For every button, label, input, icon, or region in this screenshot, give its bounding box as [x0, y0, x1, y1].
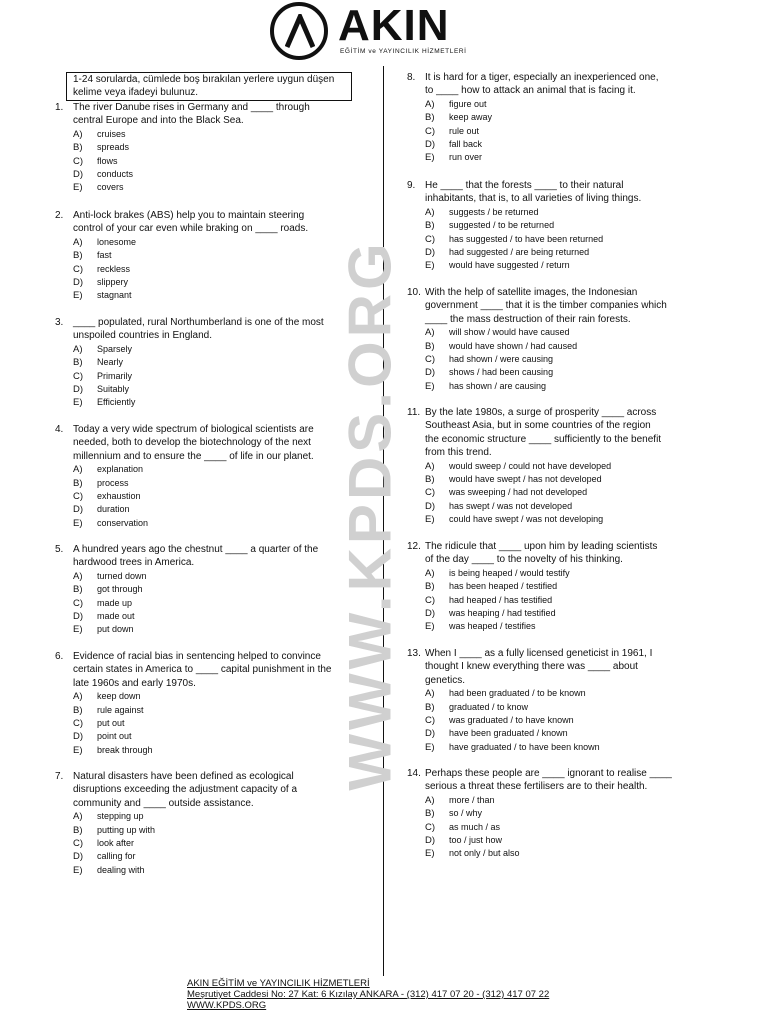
- option-letter: A): [425, 327, 435, 339]
- option-text: have graduated / to have been known: [449, 741, 600, 752]
- question-stem-line: control of your car even while braking on ____ roads.: [73, 223, 309, 235]
- option-letter: A): [73, 343, 83, 355]
- instructions-box: 1-24 sorularda, cümlede boş bırakılan yerlere uygun düşen kelime veya ifadeyi bulunuz.: [66, 72, 352, 101]
- option-letter: E): [425, 621, 435, 633]
- question-stem-line: disruptions exceeding the adjustment capacity of a: [73, 784, 298, 796]
- option-letter: E): [425, 514, 435, 526]
- option-letter: A): [73, 691, 83, 703]
- question-stem: [425, 540, 657, 567]
- option-letter: D): [73, 276, 84, 288]
- option-letter: C): [425, 821, 436, 833]
- option-letter: E): [73, 182, 83, 194]
- option-text: got through: [97, 584, 143, 595]
- option-text: Sparsely: [97, 343, 133, 354]
- option-text: has suggested / to have been returned: [449, 233, 604, 244]
- option-text: would sweep / could not have developed: [449, 460, 612, 471]
- column-divider: [383, 66, 384, 976]
- option-letter: A): [425, 688, 435, 700]
- question-stem: [73, 423, 314, 463]
- option-text: too / just how: [449, 834, 503, 845]
- option-letter: E): [73, 864, 83, 876]
- question-stem-line: hardwood trees in America.: [73, 557, 195, 569]
- question-stem: [73, 101, 310, 128]
- option-letter: D): [425, 728, 436, 740]
- question-stem: [73, 543, 318, 570]
- question-stem-line: from this trend.: [425, 447, 492, 459]
- option-letter: C): [73, 490, 84, 502]
- option-text: conservation: [97, 517, 149, 528]
- option-letter: D): [425, 138, 436, 150]
- question-stem-line: government ____ that it is the timber companies which: [425, 300, 667, 312]
- question-stem-line: A hundred years ago the chestnut ____ a quarter of the: [73, 544, 319, 555]
- option-letter: D): [425, 500, 436, 512]
- brand-name: AKIN: [338, 1, 450, 50]
- question-stem-line: millennium and to ensure the ____ of life in our planet.: [73, 450, 314, 462]
- option-letter: D): [73, 383, 84, 395]
- question-stem-line: unspoiled countries in England.: [73, 330, 212, 342]
- option-text: have been graduated / known: [449, 728, 568, 739]
- option-text: not only / but also: [449, 848, 520, 859]
- option-letter: B): [73, 477, 83, 489]
- option-letter: B): [425, 473, 435, 485]
- option-letter: E): [73, 290, 83, 302]
- option-text: rule against: [97, 704, 144, 715]
- option-letter: A): [73, 236, 83, 248]
- question-stem-line: community and ____ outside assistance.: [73, 797, 254, 809]
- option-text: put out: [97, 717, 125, 728]
- question-stem: [425, 767, 672, 794]
- option-letter: A): [73, 464, 83, 476]
- option-letter: B): [73, 142, 83, 154]
- option-text: lonesome: [97, 236, 137, 247]
- option-text: put down: [97, 624, 134, 635]
- akin-logo: [270, 2, 490, 66]
- question-stem-line: to ____ how to attack an animal that is facing it.: [425, 85, 636, 97]
- option-text: duration: [97, 504, 130, 515]
- question-number: 13.: [407, 648, 421, 659]
- option-letter: A): [425, 567, 435, 579]
- option-letter: B): [425, 581, 435, 593]
- option-text: spreads: [97, 142, 130, 153]
- question-number: 8.: [407, 72, 416, 83]
- option-text: reckless: [97, 263, 131, 274]
- question-stem: [425, 179, 641, 206]
- option-letter: D): [73, 168, 84, 180]
- question-number: 4.: [55, 424, 64, 435]
- question-stem-line: It is hard for a tiger, especially an inexperienced one,: [425, 72, 659, 83]
- question-number: 12.: [407, 541, 421, 552]
- option-text: has swept / was not developed: [449, 500, 573, 511]
- option-letter: A): [73, 128, 83, 140]
- option-text: explanation: [97, 464, 144, 475]
- option-text: as much / as: [449, 821, 501, 832]
- option-letter: C): [73, 263, 84, 275]
- option-letter: D): [425, 607, 436, 619]
- footer: [187, 978, 549, 1011]
- option-letter: E): [425, 260, 435, 272]
- option-letter: A): [425, 460, 435, 472]
- option-text: putting up with: [97, 824, 156, 835]
- option-letter: C): [425, 125, 436, 137]
- question-stem-line: the economic structure ____ sufficiently to the benefit: [425, 433, 662, 445]
- question-number: 10.: [407, 287, 421, 298]
- option-letter: B): [425, 112, 435, 124]
- question-number: 7.: [55, 771, 64, 782]
- question-stem-line: Anti-lock brakes (ABS) help you to maintain steering: [73, 210, 305, 221]
- question-number: 1.: [55, 102, 64, 113]
- option-letter: C): [73, 155, 84, 167]
- option-letter: D): [73, 610, 84, 622]
- option-text: so / why: [449, 808, 483, 819]
- option-text: fall back: [449, 138, 483, 149]
- option-text: would have suggested / return: [449, 260, 570, 271]
- option-text: Suitably: [97, 383, 130, 394]
- option-text: turned down: [97, 570, 147, 581]
- option-letter: E): [73, 517, 83, 529]
- option-text: is being heaped / would testify: [449, 567, 570, 578]
- option-text: Primarily: [97, 370, 132, 381]
- question-number: 2.: [55, 210, 64, 221]
- option-letter: C): [425, 487, 436, 499]
- question-stem: [73, 209, 308, 236]
- question-stem-line: inhabitants, that is, to all varieties of living things.: [425, 193, 642, 205]
- question-stem: [425, 406, 661, 460]
- option-text: break through: [97, 744, 153, 755]
- option-text: conducts: [97, 168, 134, 179]
- option-letter: B): [73, 824, 83, 836]
- option-letter: A): [425, 98, 435, 110]
- option-text: will show / would have caused: [449, 327, 570, 338]
- option-text: stagnant: [97, 290, 132, 301]
- option-text: suggests / be returned: [449, 206, 539, 217]
- question-stem-line: of the day ____ to the novelty of his thinking.: [425, 554, 623, 566]
- option-letter: D): [425, 246, 436, 258]
- option-letter: A): [425, 794, 435, 806]
- question-stem-line: serious a threat these fertilisers are to their health.: [425, 781, 648, 793]
- question-stem-line: By the late 1980s, a surge of prosperity ____ across: [425, 407, 657, 418]
- option-text: flows: [97, 155, 118, 166]
- option-letter: B): [425, 220, 435, 232]
- option-letter: B): [425, 701, 435, 713]
- footer-address: Meşrutiyet Caddesi No: 27 Kat: 6 Kızılay ANKARA - (312) 417 07 20 - (312) 417 07 22: [187, 989, 550, 1000]
- option-letter: E): [73, 624, 83, 636]
- option-text: could have swept / was not developing: [449, 514, 604, 525]
- option-text: had suggested / are being returned: [449, 246, 590, 257]
- option-text: would have swept / has not developed: [449, 473, 602, 484]
- question-stem-line: With the help of satellite images, the Indonesian: [425, 287, 638, 298]
- question-stem-line: He ____ that the forests ____ to their natural: [425, 180, 624, 191]
- footer-company: AKIN EĞİTİM ve YAYINCILIK HİZMETLERİ: [187, 978, 370, 989]
- option-text: made up: [97, 597, 133, 608]
- option-text: process: [97, 477, 129, 488]
- question-stem-line: late 1960s and early 1970s.: [73, 677, 196, 689]
- option-letter: C): [73, 717, 84, 729]
- option-text: was graduated / to have known: [449, 714, 574, 725]
- option-text: exhaustion: [97, 490, 141, 501]
- option-text: covers: [97, 182, 124, 193]
- option-letter: B): [73, 704, 83, 716]
- option-letter: A): [73, 570, 83, 582]
- option-letter: B): [425, 808, 435, 820]
- option-text: had heaped / has testified: [449, 594, 553, 605]
- option-letter: D): [425, 834, 436, 846]
- option-text: more / than: [449, 794, 495, 805]
- option-letter: C): [73, 597, 84, 609]
- option-text: slippery: [97, 276, 129, 287]
- watermark: WWW.KPDS.ORG: [336, 239, 404, 791]
- option-text: dealing with: [97, 864, 145, 875]
- option-letter: B): [73, 584, 83, 596]
- option-letter: D): [425, 367, 436, 379]
- question-stem-line: When I ____ as a fully licensed geneticist in 1961, I: [425, 648, 653, 659]
- option-text: has been heaped / testified: [449, 581, 558, 592]
- option-letter: C): [73, 370, 84, 382]
- option-text: was sweeping / had not developed: [449, 487, 588, 498]
- question-stem-line: thought I knew everything there was ____ about: [425, 661, 638, 673]
- option-text: rule out: [449, 125, 480, 136]
- question-number: 6.: [55, 651, 64, 662]
- option-letter: E): [425, 848, 435, 860]
- option-text: calling for: [97, 851, 136, 862]
- option-text: was heaped / testifies: [449, 621, 536, 632]
- option-letter: D): [73, 851, 84, 863]
- question-stem: [73, 770, 297, 810]
- question-stem-line: central Europe and into the Black Sea.: [73, 115, 244, 127]
- option-text: Nearly: [97, 357, 124, 368]
- option-letter: E): [73, 397, 83, 409]
- option-letter: E): [425, 152, 435, 164]
- question-stem: [73, 316, 324, 343]
- question-stem: [425, 647, 652, 687]
- question-stem: [73, 650, 331, 690]
- option-letter: E): [73, 744, 83, 756]
- option-text: keep away: [449, 112, 493, 123]
- option-text: has shown / are causing: [449, 380, 547, 391]
- option-letter: D): [73, 731, 84, 743]
- option-letter: E): [425, 380, 435, 392]
- option-letter: C): [425, 714, 436, 726]
- question-stem-line: needed, both to develop the biotechnology of the next: [73, 437, 311, 449]
- footer-website[interactable]: WWW.KPDS.ORG: [187, 1000, 267, 1011]
- option-letter: C): [425, 233, 436, 245]
- question-number: 11.: [407, 407, 421, 418]
- question-stem-line: Evidence of racial bias in sentencing helped to convince: [73, 651, 321, 662]
- question-stem-line: The ridicule that ____ upon him by leading scientists: [425, 541, 658, 552]
- option-text: had shown / were causing: [449, 353, 554, 364]
- question-number: 3.: [55, 317, 64, 328]
- option-text: had been graduated / to be known: [449, 688, 586, 699]
- question-stem-line: certain states in America to ____ capital punishment in the: [73, 664, 332, 676]
- option-letter: B): [73, 357, 83, 369]
- question-stem: [425, 286, 667, 326]
- question-stem: [425, 71, 658, 98]
- question-stem-line: ____ populated, rural Northumberland is one of the most: [73, 317, 324, 328]
- question-stem-line: The river Danube rises in Germany and ____ through: [73, 102, 310, 113]
- option-text: keep down: [97, 691, 141, 702]
- question-number: 14.: [407, 768, 421, 779]
- option-letter: A): [425, 206, 435, 218]
- question-stem-line: Natural disasters have been defined as ecological: [73, 771, 294, 782]
- option-text: would have shown / had caused: [449, 340, 578, 351]
- question-stem-line: Today a very wide spectrum of biological scientists are: [73, 424, 314, 435]
- question-number: 5.: [55, 544, 64, 555]
- option-text: made out: [97, 610, 135, 621]
- option-text: stepping up: [97, 811, 144, 822]
- option-text: cruises: [97, 128, 126, 139]
- question-stem-line: ____ the mass destruction of their rain forests.: [425, 313, 631, 325]
- question-number: 9.: [407, 180, 416, 191]
- option-text: fast: [97, 250, 112, 261]
- brand-subtitle: EĞİTİM ve YAYINCILIK HİZMETLERİ: [340, 48, 467, 55]
- option-letter: C): [425, 353, 436, 365]
- option-letter: C): [73, 837, 84, 849]
- option-text: run over: [449, 152, 483, 163]
- option-text: suggested / to be returned: [449, 220, 555, 231]
- option-letter: B): [425, 340, 435, 352]
- option-letter: D): [73, 504, 84, 516]
- option-text: shows / had been causing: [449, 367, 554, 378]
- option-text: was heaping / had testified: [449, 607, 556, 618]
- akin-logo-icon: [270, 2, 328, 60]
- option-letter: E): [425, 741, 435, 753]
- question-stem-line: genetics.: [425, 674, 466, 686]
- option-text: point out: [97, 731, 132, 742]
- option-text: graduated / to know: [449, 701, 529, 712]
- option-text: figure out: [449, 98, 487, 109]
- option-text: look after: [97, 837, 135, 848]
- option-letter: C): [425, 594, 436, 606]
- option-letter: A): [73, 811, 83, 823]
- question-stem-line: Perhaps these people are ____ ignorant to realise ____: [425, 768, 672, 779]
- question-stem-line: Southeast Asia, but in some countries of the region: [425, 420, 651, 432]
- option-text: Efficiently: [97, 397, 136, 408]
- option-letter: B): [73, 250, 83, 262]
